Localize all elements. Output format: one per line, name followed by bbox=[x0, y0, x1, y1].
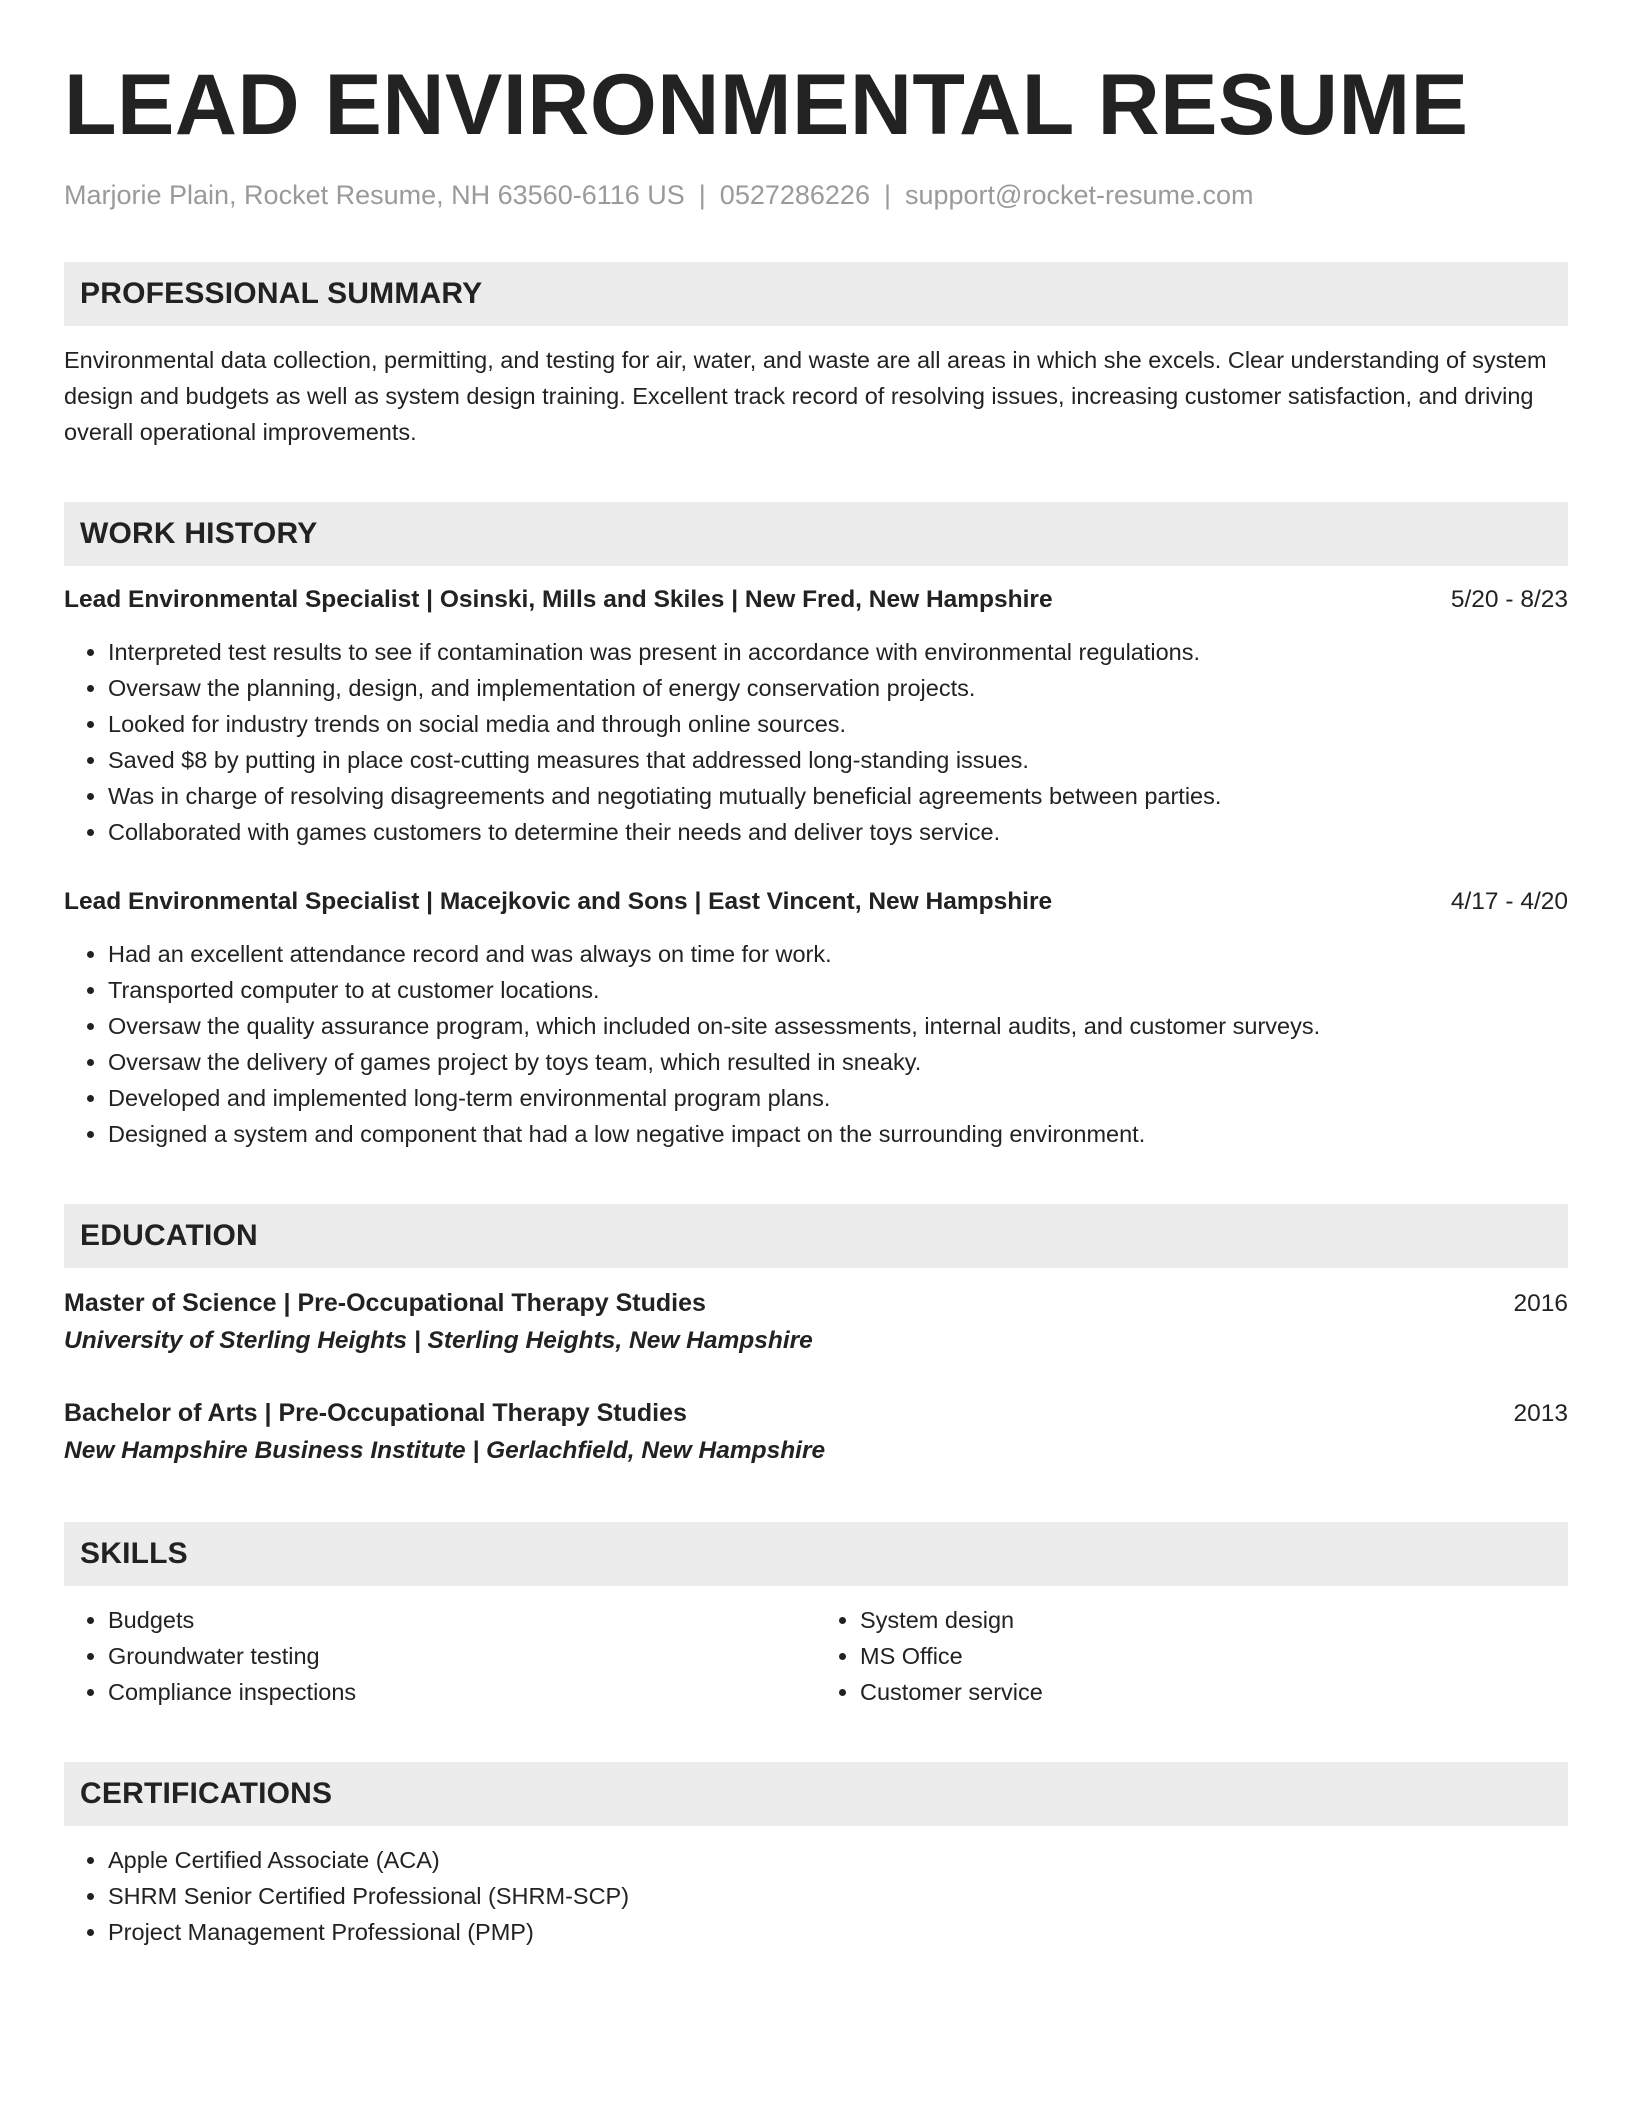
contact-line bbox=[64, 178, 1568, 212]
skills-list bbox=[64, 1602, 816, 1710]
skills-column-right bbox=[816, 1602, 1568, 1710]
job-bullet: • Saved $8 by putting in place cost-cutting measures that addressed long-standing issues. bbox=[108, 742, 1568, 778]
job-bullet: • Oversaw the planning, design, and implementation of energy conservation projects. bbox=[108, 670, 1568, 706]
job-dates: 4/17 - 4/20 bbox=[1450, 888, 1568, 915]
education-degree: Master of Science | Pre-Occupational Therapy Studies bbox=[64, 1289, 706, 1317]
job-bullet: • Oversaw the delivery of games project by toys team, which resulted in sneaky. bbox=[108, 1044, 1568, 1080]
summary-text: Environmental data collection, permitting, and testing for air, water, and waste are all areas in which she excels. Clear understanding of system design and budgets as well as system design training. Excellent track record of resolving issues, increasing customer satisfaction, and driving overall operational improvements. bbox=[64, 347, 1547, 445]
skill-item: • MS Office bbox=[860, 1638, 1568, 1674]
education-school: New Hampshire Business Institute | Gerlachfield, New Hampshire bbox=[64, 1437, 826, 1464]
job-entry bbox=[64, 884, 1568, 1152]
education-header-row bbox=[64, 1394, 1568, 1432]
job-bullet: • Transported computer to at customer locations. bbox=[108, 972, 1568, 1008]
contact-phone: 0527286226 bbox=[719, 180, 870, 210]
education-school: University of Sterling Heights | Sterling Heights, New Hampshire bbox=[64, 1327, 813, 1354]
job-dates: 5/20 - 8/23 bbox=[1450, 586, 1568, 613]
job-bullet-list bbox=[64, 634, 1568, 850]
education-degree: Bachelor of Arts | Pre-Occupational Therapy Studies bbox=[64, 1399, 687, 1427]
contact-separator: | bbox=[698, 180, 706, 210]
section-header-education: EDUCATION bbox=[64, 1204, 1568, 1268]
job-bullet: • Had an excellent attendance record and was always on time for work. bbox=[108, 936, 1568, 972]
resume-title: LEAD ENVIRONMENTAL RESUME bbox=[64, 57, 1469, 153]
job-title: Lead Environmental Specialist | Macejkovic and Sons | East Vincent, New Hampshire bbox=[64, 888, 1053, 915]
certification-item: • Apple Certified Associate (ACA) bbox=[108, 1842, 1568, 1878]
skill-item: • Customer service bbox=[860, 1674, 1568, 1710]
section-header-work-history: WORK HISTORY bbox=[64, 502, 1568, 566]
job-bullet: • Developed and implemented long-term environmental program plans. bbox=[108, 1080, 1568, 1116]
education-entry bbox=[64, 1284, 1568, 1360]
skill-item: • Budgets bbox=[108, 1602, 816, 1638]
certification-item: • Project Management Professional (PMP) bbox=[108, 1914, 1568, 1950]
job-header-row bbox=[64, 884, 1568, 920]
skill-item: • Groundwater testing bbox=[108, 1638, 816, 1674]
education-entry bbox=[64, 1394, 1568, 1470]
skills-column-left bbox=[64, 1602, 816, 1710]
section-header-skills: SKILLS bbox=[64, 1522, 1568, 1586]
skills-grid bbox=[64, 1602, 1568, 1710]
certification-item: • SHRM Senior Certified Professional (SHRM-SCP) bbox=[108, 1878, 1568, 1914]
contact-address: Marjorie Plain, Rocket Resume, NH 63560-6116 US bbox=[64, 180, 685, 210]
certifications-list bbox=[64, 1842, 1568, 1950]
skills-list bbox=[816, 1602, 1568, 1710]
job-bullet: • Looked for industry trends on social media and through online sources. bbox=[108, 706, 1568, 742]
job-header-row bbox=[64, 582, 1568, 618]
education-year: 2016 bbox=[1513, 1290, 1568, 1317]
job-bullet: • Designed a system and component that had a low negative impact on the surrounding environment. bbox=[108, 1116, 1568, 1152]
education-header-row bbox=[64, 1284, 1568, 1322]
contact-email: support@rocket-resume.com bbox=[904, 180, 1254, 210]
section-header-summary: PROFESSIONAL SUMMARY bbox=[64, 262, 1568, 326]
skill-item: • Compliance inspections bbox=[108, 1674, 816, 1710]
education-year: 2013 bbox=[1513, 1400, 1568, 1427]
section-header-certifications: CERTIFICATIONS bbox=[64, 1762, 1568, 1826]
certifications-block bbox=[64, 1842, 1568, 1950]
job-bullet: • Collaborated with games customers to determine their needs and deliver toys service. bbox=[108, 814, 1568, 850]
contact-separator: | bbox=[883, 180, 891, 210]
job-entry bbox=[64, 582, 1568, 850]
job-title: Lead Environmental Specialist | Osinski, Mills and Skiles | New Fred, New Hampshire bbox=[64, 586, 1053, 613]
job-bullet-list bbox=[64, 936, 1568, 1152]
job-bullet: • Was in charge of resolving disagreements and negotiating mutually beneficial agreements between parties. bbox=[108, 778, 1568, 814]
job-bullet: • Oversaw the quality assurance program, which included on-site assessments, internal audits, and customer surveys. bbox=[108, 1008, 1568, 1044]
skill-item: • System design bbox=[860, 1602, 1568, 1638]
job-bullet: • Interpreted test results to see if contamination was present in accordance with environmental regulations. bbox=[108, 634, 1568, 670]
